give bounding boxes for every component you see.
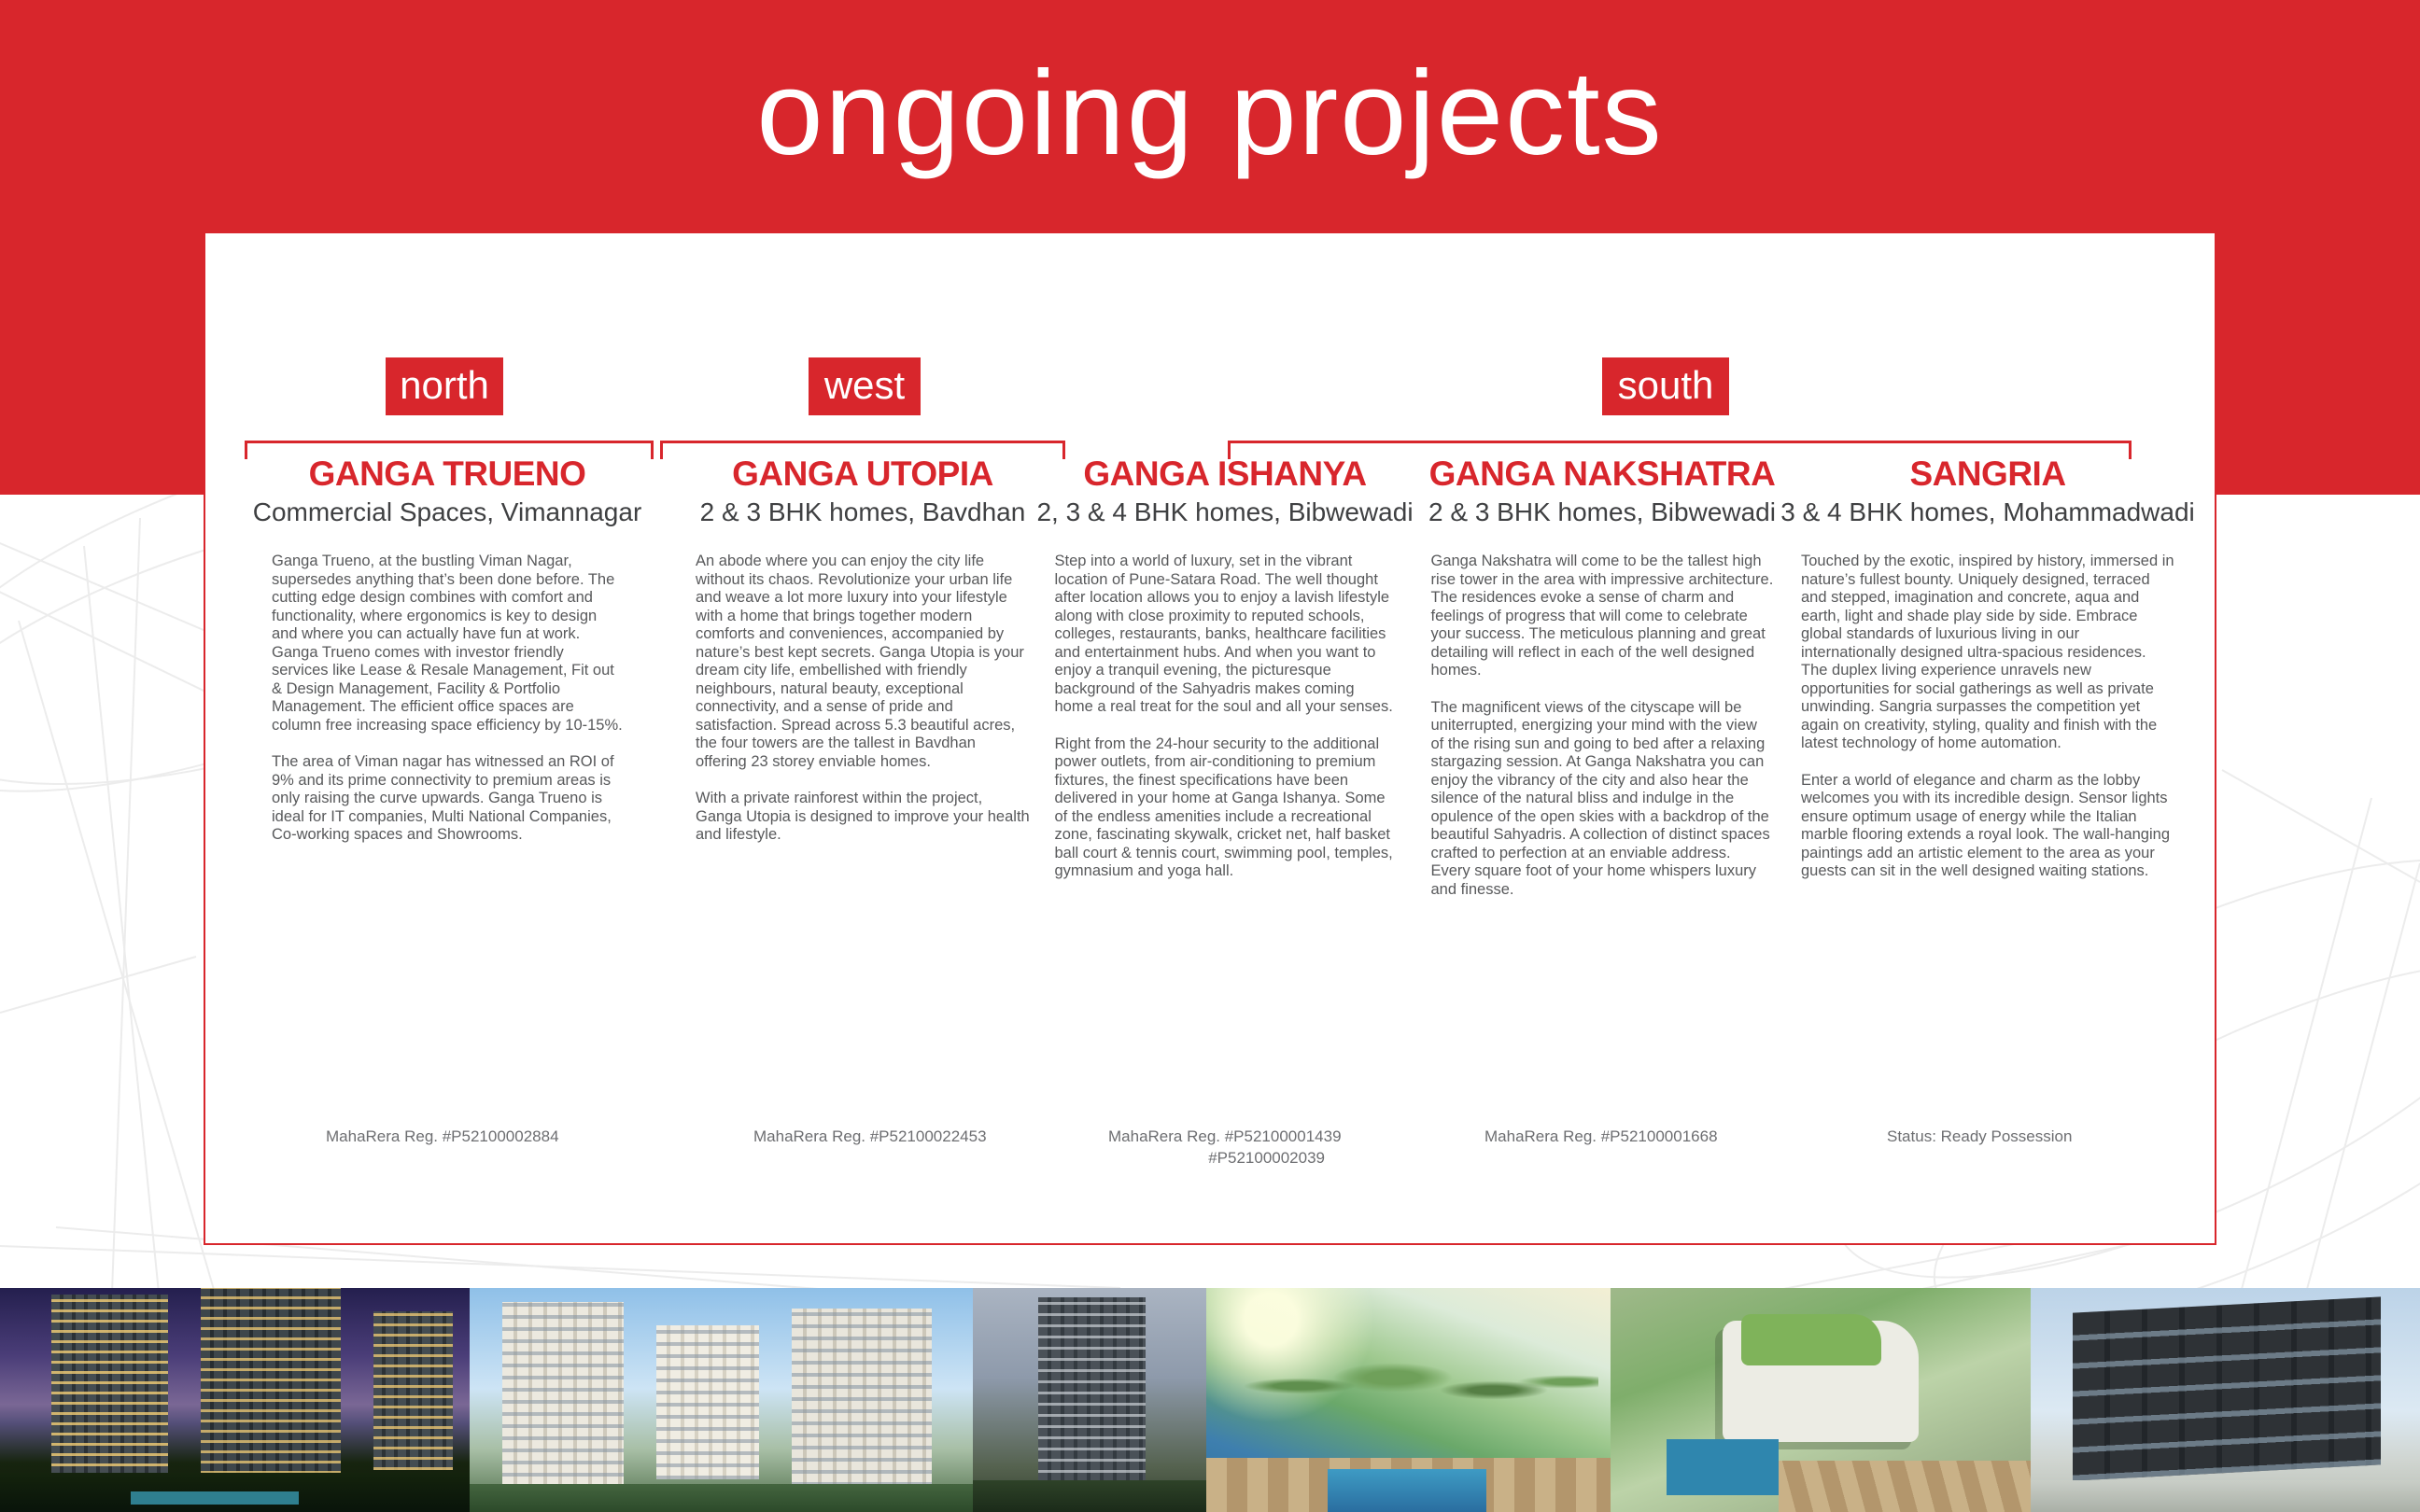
rera-registration-utopia: MahaRera Reg. #P52100022453	[753, 1127, 987, 1145]
day-towers-photo	[470, 1288, 973, 1512]
project-title: SANGRIA	[1909, 455, 2066, 493]
tower-shape	[1038, 1297, 1146, 1484]
region-label-north: north	[386, 357, 503, 415]
wooden-deck	[1779, 1461, 2031, 1512]
project-description	[1055, 553, 1396, 881]
project-paragraph: Step into a world of luxury, set in the vibrant location of Pune-Satara Road. The well thought after location allows you to enjoy a lavish lifestyle along with close proximity to reputed schools, colleges, restaurants, banks, healthcare facilities and entertainment hubs. And when you want to enjoy a tranquil evening, the picturesque background of the Sahyadris makes coming home a real treat for the soul and all your senses.	[1054, 553, 1393, 715]
project-subtitle: Commercial Spaces, Vimannagar	[252, 497, 642, 526]
palm-trees	[1225, 1344, 1598, 1428]
night-towers-photo	[0, 1288, 470, 1512]
project-paragraph: An abode where you can enjoy the city life without its chaos. Revolutionize your urban life and weave a lot more luxury into your lifestyle with a home that brings together modern comforts and conveniences, accompanied by nature’s best kept secrets. Ganga Utopia is your dream city life, embellished with friendly neighbours, natural beauty, exceptional connectivity, and a sense of pride and satisfaction. Spread across 5.3 beautiful acres, the four towers are the tallest in Bavdhan offering 23 storey enviable homes.	[696, 553, 1024, 770]
rera-registration-trueno: MahaRera Reg. #P52100002884	[326, 1127, 559, 1145]
tree-line	[470, 1484, 973, 1512]
project-paragraph: Enter a world of elegance and charm as the lobby welcomes you with its incredible design. Sensor lights ensure optimum usage of energy while the Italian marble flooring extends a royal look. The wall-hanging paintings add an artistic element to the area as your guests can sit in the well designed waiting stations.	[1801, 771, 2171, 879]
region-label-south: south	[1602, 357, 1729, 415]
project-description	[696, 553, 1030, 845]
project-title: GANGA UTOPIA	[732, 455, 993, 493]
project-paragraph: Right from the 24-hour security to the additional power outlets, from air-conditioning to premium fixtures, the finest specifications have been delivered in your home at Ganga Ishanya. Some of the endless amenities include a recreational zone, fascinating skywalk, cricket net, half basket ball court & tennis court, swimming pool, temples, gymnasium and yoga hall.	[1054, 735, 1393, 879]
project-column-ganga-trueno	[204, 454, 690, 863]
region-label-west: west	[809, 357, 921, 415]
project-title: GANGA NAKSHATRA	[1428, 455, 1776, 493]
project-paragraph: With a private rainforest within the project, Ganga Utopia is designed to improve your health and lifestyle.	[696, 790, 1030, 843]
project-paragraph: Ganga Trueno, at the bustling Viman Nagar, supersedes anything that’s been done before. The cutting edge design combines with comfort and functionality, where ergonomics is key to design and where you can actually have fun at work. Ganga Trueno comes with investor friendly services like Lease & Resale Management, Fit out & Design Management, Facility & Portfolio Management. The efficient office spaces are column free increasing space efficiency by 10-15%.	[272, 553, 623, 734]
rera-line-1: MahaRera Reg. #P52100001439	[1108, 1127, 1342, 1145]
project-title: GANGA TRUENO	[308, 455, 586, 493]
project-subtitle: 3 & 4 BHK homes, Mohammadwadi	[1780, 497, 2195, 526]
rera-registration-ishanya	[1108, 1126, 1342, 1169]
tower-shape	[656, 1325, 759, 1479]
project-description	[272, 553, 623, 845]
project-paragraph: The magnificent views of the cityscape will be uniterrupted, energizing your mind with the view of the rising sun and going to bed after a relaxing stargazing session. At Ganga Nakshatra you can enjoy the vibrancy of the city and also hear the silence of the natural bliss and indulge in the opulence of the open skies with a backdrop of the beautiful Sahyadris. A collection of distinct spaces crafted to perfection at an enviable address. Every square foot of your home whispers luxury and finesse.	[1430, 698, 1770, 898]
pool-water	[1667, 1439, 1779, 1495]
page-title: ongoing projects	[756, 47, 1664, 180]
pool-glow	[131, 1491, 299, 1505]
clubhouse-aerial-photo	[1611, 1288, 2031, 1512]
tower-shape	[201, 1288, 341, 1484]
tower-shape	[792, 1309, 932, 1486]
tower-shape	[373, 1311, 453, 1470]
dark-building-photo	[2031, 1288, 2420, 1512]
project-paragraph: The area of Viman nagar has witnessed an ROI of 9% and its prime connectivity to premium areas is only raising the curve upwards. Ganga Trueno is ideal for IT companies, Multi National Companies, Co-working spaces and Showrooms.	[272, 753, 614, 843]
project-paragraph: Touched by the exotic, inspired by history, immersed in nature’s fullest bounty. Uniquely designed, terraced and stepped, imagination and concrete, aqua and earth, light and shade play side by side. Embrace global standards of luxurious living in our internationally designed ultra-spacious residences. The duplex living experience unravels new opportunities for social gatherings as well as private unwinding. Sangria surpasses the competition yet again on creativity, styling, quality and finish with the latest technology of home automation.	[1801, 553, 2174, 751]
rera-registration-nakshatra: MahaRera Reg. #P52100001668	[1484, 1127, 1718, 1145]
tree-line	[973, 1480, 1206, 1512]
pool-water	[1328, 1469, 1486, 1512]
pool-palms-photo	[1206, 1288, 1611, 1512]
dusk-tower-photo	[973, 1288, 1206, 1512]
project-description	[1801, 553, 2174, 881]
tower-shape	[502, 1302, 624, 1489]
project-paragraph: Ganga Nakshatra will come to be the tallest high rise tower in the area with impressive architecture. The residences evoke a sense of charm and feelings of progress that will come to celebrate your success. The meticulous planning and great detailing will reflect in each of the well designed homes.	[1430, 553, 1774, 679]
grass-roof	[1741, 1314, 1881, 1365]
tower-shape	[51, 1295, 168, 1477]
project-subtitle: 2 & 3 BHK homes, Bavdhan	[699, 497, 1026, 526]
project-subtitle: 2, 3 & 4 BHK homes, Bibwewadi	[1036, 497, 1414, 526]
status-ready-possession: Status: Ready Possession	[1887, 1127, 2073, 1145]
project-column-sangria	[1745, 454, 2230, 900]
project-title: GANGA ISHANYA	[1083, 455, 1367, 493]
project-subtitle: 2 & 3 BHK homes, Bibwewadi	[1428, 497, 1776, 526]
building-shape	[2073, 1296, 2381, 1480]
project-description	[1431, 553, 1774, 899]
rera-line-2: #P52100002039	[1208, 1149, 1325, 1167]
pavement	[2031, 1480, 2420, 1512]
